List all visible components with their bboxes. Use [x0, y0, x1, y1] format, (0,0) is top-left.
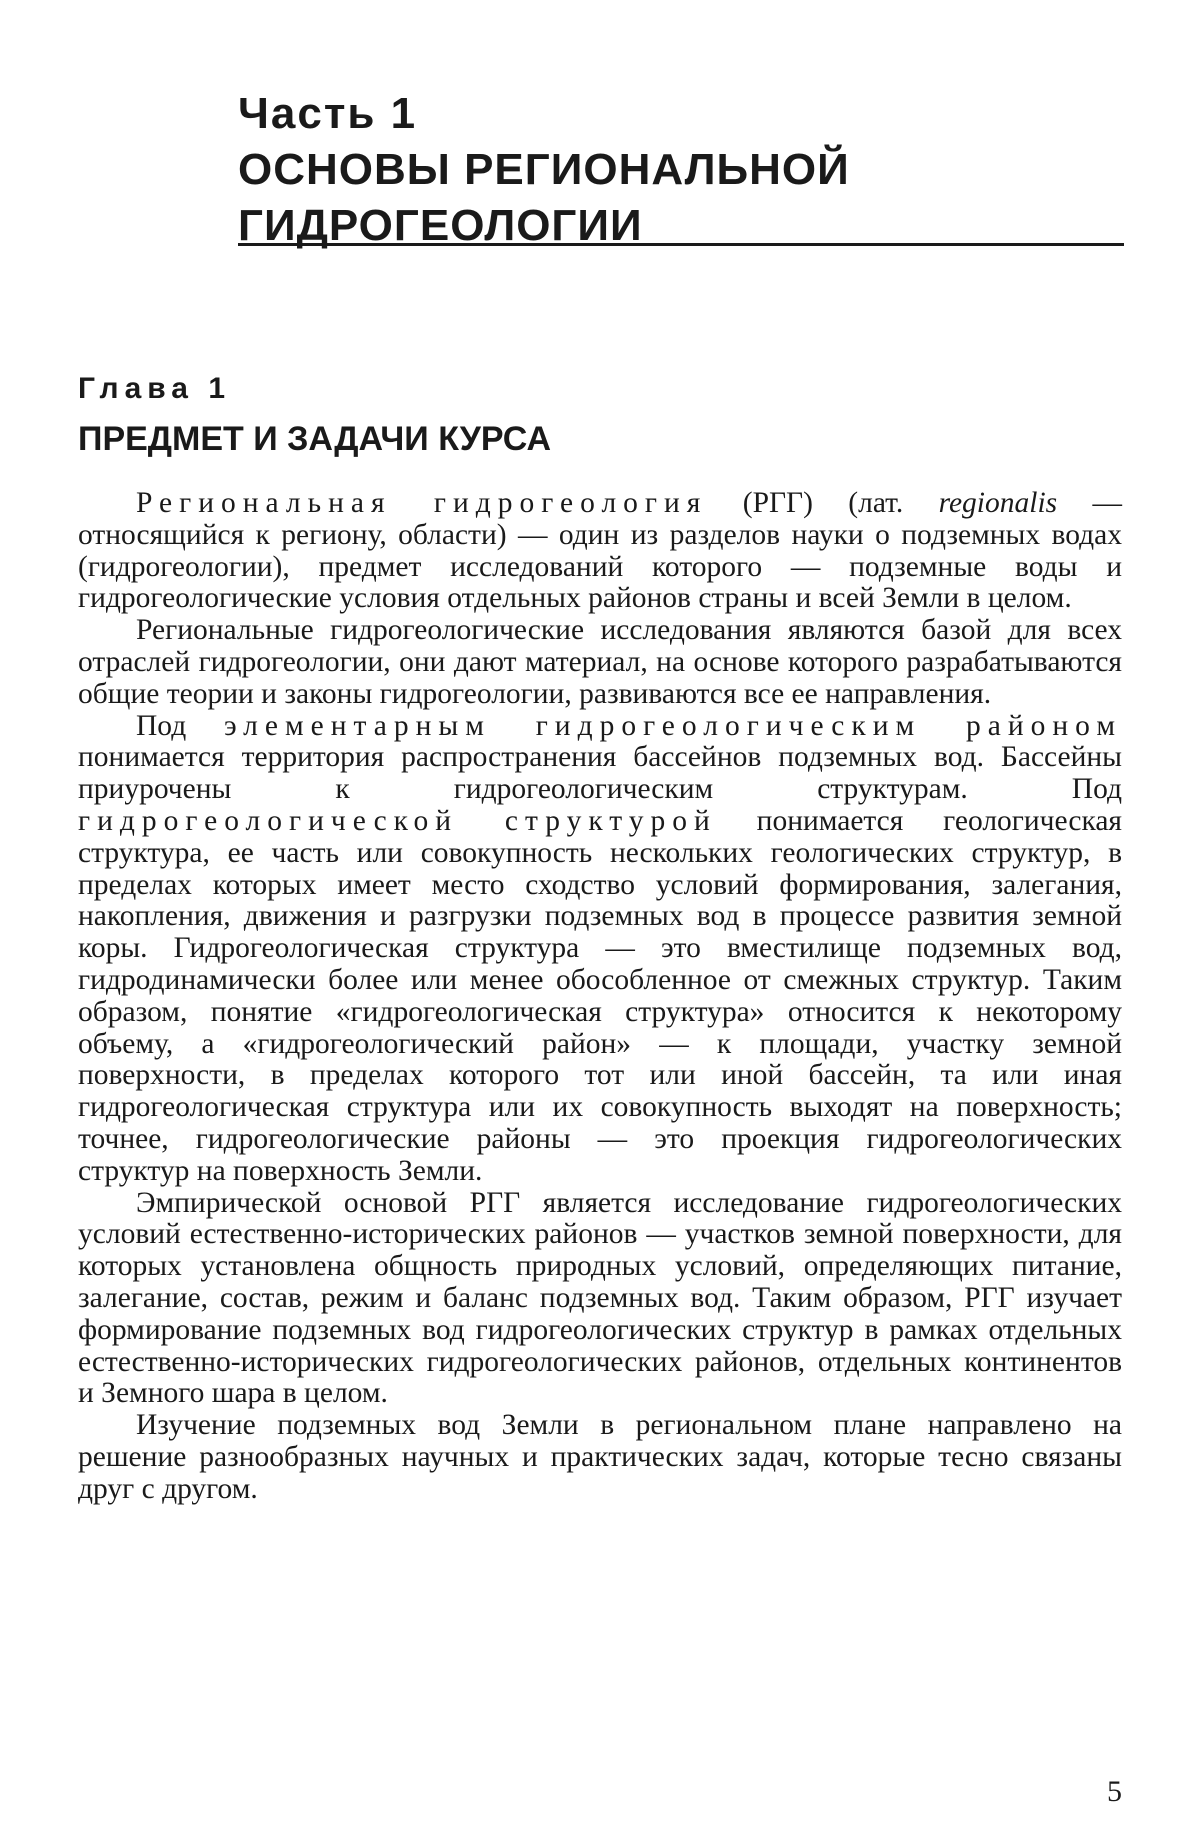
paragraph-3-text-c: понимается геологическая структура, ее часть или совокупность нескольких геологических структур, в пределах которых имеет место сходство условий формирования, залегания, накопления, движения и разгрузки подземных вод в процессе развития земной коры. Гидрогеологическая структура — это вместилище подземных вод, гидродинамически более или менее обособленное от смежных структур. Таким образом, понятие «гидрогеологическая структура» относится к некоторому объему, а «гидрогеологический район» — к площади, участку земной поверхности, в пределах которого тот или иной бассейн, та или иная гидрогеологическая структура или их совокупность выходят на поверхность; точнее, гидрогеологические районы — это проекция гидрогеологических структур на поверхность Земли.: [78, 805, 1122, 1187]
term-hydrogeological-structure: гидрогеологической структурой: [78, 805, 717, 837]
paragraph-3: [78, 711, 1122, 1188]
page-number: 5: [1107, 1775, 1122, 1809]
paragraph-4: Эмпирической основой РГГ является исследование гидрогеологических условий естественно-исторических районов — участков земной поверхности, для которых установлена общность природных условий, определяющих питание, залегание, состав, режим и баланс подземных вод. Таким образом, РГГ изучает формирование подземных вод гидрогеологических структур в рамках отдельных естественно-исторических гидрогеологических районов, отдельных континентов и Земного шара в целом.: [78, 1188, 1122, 1411]
paragraph-5: Изучение подземных вод Земли в региональном плане направлено на решение разнообразных научных и практических задач, которые тесно связаны друг с другом.: [78, 1410, 1122, 1505]
paragraph-1-text-a: (РГГ) (лат.: [707, 487, 938, 519]
part-label: Часть 1: [238, 86, 1120, 142]
paragraph-3-text-a: Под: [136, 710, 224, 742]
body-text: [78, 488, 1122, 1506]
term-regional-hydrogeology: Региональная гидрогеология: [136, 487, 707, 519]
part-heading: [238, 86, 1120, 254]
part-title-line1: ОСНОВЫ РЕГИОНАЛЬНОЙ: [238, 142, 1120, 198]
paragraph-3-text-b: понимается территория распространения бассейнов подземных вод. Бассейны приурочены к гидрогеологическим структурам. Под: [78, 741, 1122, 805]
latin-term: regionalis: [939, 487, 1058, 519]
paragraph-2: Региональные гидрогеологические исследования являются базой для всех отраслей гидрогеологии, они дают материал, на основе которого разрабатываются общие теории и законы гидрогеологии, развиваются все ее направления.: [78, 615, 1122, 710]
chapter-title: ПРЕДМЕТ И ЗАДАЧИ КУРСА: [78, 420, 551, 459]
heading-divider: [238, 243, 1124, 246]
part-title-line2: ГИДРОГЕОЛОГИИ: [238, 198, 1120, 254]
paragraph-1-text-b: — относящийся к региону, области) — один из разделов науки о подземных водах (гидрогеологии), предмет исследований которого — подземные воды и гидрогеологические условия отдельных районов страны и всей Земли в целом.: [78, 487, 1122, 614]
term-elementary-district: элементарным гидрогеологическим районом: [224, 710, 1122, 742]
chapter-label: Глава 1: [78, 372, 231, 406]
paragraph-1: [78, 488, 1122, 615]
